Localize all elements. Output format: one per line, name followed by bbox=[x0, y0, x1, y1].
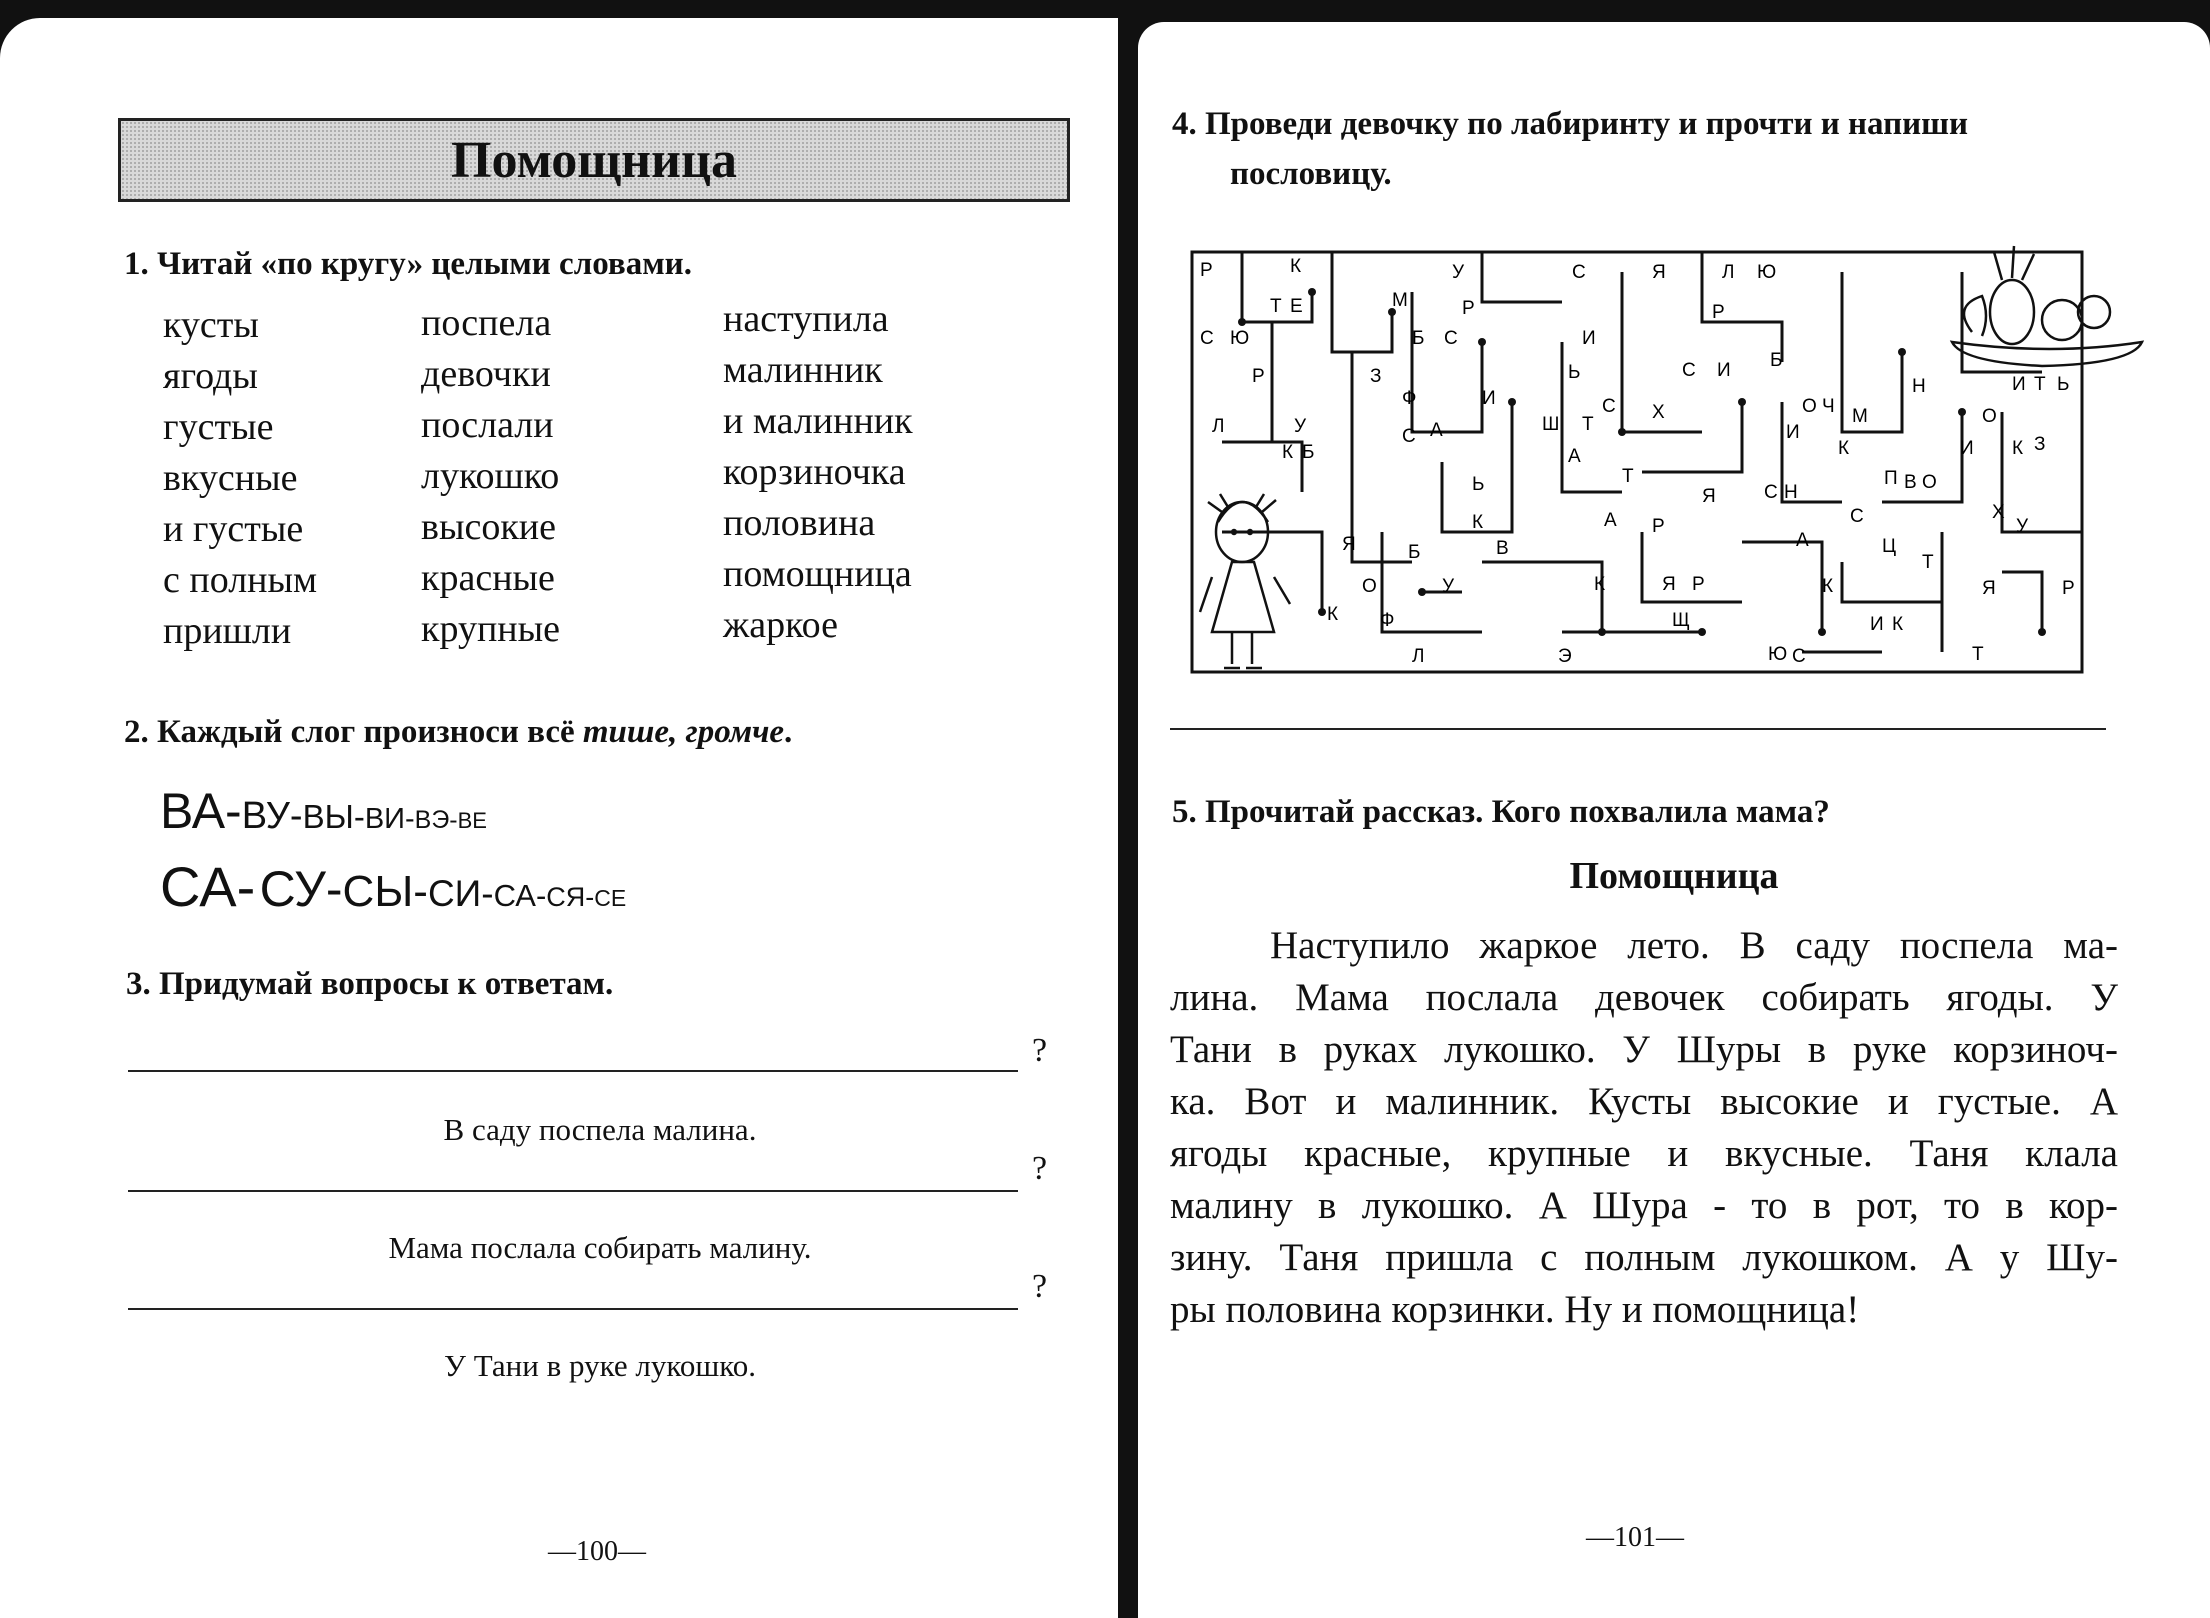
maze-letter: З bbox=[2034, 434, 2046, 455]
answer-line-1[interactable] bbox=[128, 1070, 1018, 1072]
story-line: малину в лукошко. А Шура - то в рот, то в кор- bbox=[1170, 1184, 2118, 1227]
maze-letter: О bbox=[1802, 396, 1817, 417]
maze-letter: Н bbox=[1784, 482, 1798, 503]
maze-letter: К bbox=[1472, 512, 1484, 533]
maze-letter: З bbox=[1370, 366, 1382, 387]
word: крупные bbox=[421, 608, 561, 650]
maze-letter: У bbox=[1452, 262, 1465, 283]
maze-letter: Р bbox=[1692, 574, 1705, 595]
maze-letter: Т bbox=[1922, 552, 1934, 573]
maze-letter: Р bbox=[1462, 298, 1475, 319]
maze-letter: И bbox=[2012, 374, 2026, 395]
maze-letter: Е bbox=[1290, 296, 1303, 317]
story-title: Помощница bbox=[1569, 855, 1779, 897]
story-text bbox=[1170, 920, 2118, 1336]
word: лукошко bbox=[421, 455, 560, 497]
maze-letter: Ф bbox=[1380, 610, 1395, 631]
maze-letter: С bbox=[1602, 396, 1616, 417]
word: наступила bbox=[723, 298, 889, 340]
story-line: лина. Мама послала девочек собирать ягоды. У bbox=[1170, 976, 2118, 1019]
maze-letter: С bbox=[1764, 482, 1778, 503]
maze-letter: К bbox=[1282, 442, 1294, 463]
maze-letter: О bbox=[1982, 406, 1997, 427]
word: поспела bbox=[421, 302, 552, 344]
maze-letter: Ц bbox=[1882, 536, 1897, 557]
maze-letter: М bbox=[1392, 290, 1408, 311]
task5-heading: 5. Прочитай рассказ. Кого похвалила мама? bbox=[1172, 794, 1830, 830]
word: вкусные bbox=[163, 457, 298, 499]
maze-letter: И bbox=[1960, 438, 1974, 459]
maze-letter: Т bbox=[2034, 374, 2046, 395]
word: густые bbox=[163, 406, 274, 448]
word: высокие bbox=[421, 506, 557, 548]
maze-letter: И bbox=[1786, 422, 1800, 443]
maze-letter: Щ bbox=[1672, 610, 1690, 631]
maze-letter: К bbox=[2012, 438, 2024, 459]
maze-letter: Л bbox=[1412, 646, 1425, 667]
page-number: —101— bbox=[1586, 1522, 1684, 1553]
word: послали bbox=[421, 404, 554, 446]
maze-letter: С bbox=[1850, 506, 1864, 527]
maze-letter: Б bbox=[1412, 328, 1425, 349]
answer-text-3: У Тани в руке лукошко. bbox=[444, 1348, 756, 1383]
maze-letter: И bbox=[1482, 388, 1496, 409]
answer-text-1: В саду поспела малина. bbox=[443, 1112, 757, 1147]
maze-letter: Ь bbox=[1472, 474, 1485, 495]
maze-letter: В bbox=[1496, 538, 1509, 559]
story-line: ры половина корзинки. Ну и помощница! bbox=[1170, 1288, 1860, 1331]
task2-heading: 2. Каждый слог произноси всё тише, громче. bbox=[124, 714, 793, 750]
word: красные bbox=[421, 557, 555, 599]
task3-heading: 3. Придумай вопросы к ответам. bbox=[126, 966, 614, 1002]
maze-letter: У bbox=[1294, 416, 1307, 437]
question-mark: ? bbox=[1032, 1268, 1048, 1305]
writing-line[interactable] bbox=[1170, 728, 2106, 730]
maze-letter: А bbox=[1430, 420, 1443, 441]
answer-line-2[interactable] bbox=[128, 1190, 1018, 1192]
maze-letter: С bbox=[1402, 426, 1416, 447]
page-number: —100— bbox=[548, 1536, 646, 1567]
maze-letter: К bbox=[1838, 438, 1850, 459]
maze-letter: О bbox=[1362, 576, 1377, 597]
maze-letter: Э bbox=[1558, 646, 1572, 667]
maze-letter: К bbox=[1290, 256, 1302, 277]
maze-letter: Ш bbox=[1542, 414, 1560, 435]
answer-text-2: Мама послала собирать малину. bbox=[388, 1230, 812, 1265]
maze-letter: К bbox=[1822, 576, 1834, 597]
story-line: ягоды красные, крупные и вкусные. Таня клала bbox=[1170, 1132, 2118, 1175]
maze-letter: Я bbox=[1702, 486, 1716, 507]
story-line: ка. Вот и малинник. Кусты высокие и густые. А bbox=[1170, 1080, 2118, 1123]
maze-letter: Б bbox=[1302, 442, 1315, 463]
word: половина bbox=[723, 502, 876, 544]
word: кусты bbox=[163, 304, 259, 346]
syllable-row-1: ВА-ВУ-ВЫ-ВИ-ВЭ-ВЕ bbox=[160, 783, 487, 839]
maze-letter: К bbox=[1327, 604, 1339, 625]
task4-heading-line1: 4. Проведи девочку по лабиринту и прочти и напиши bbox=[1172, 106, 1968, 142]
word-column-3 bbox=[723, 294, 913, 651]
maze-letter: А bbox=[1604, 510, 1617, 531]
maze-letter: Ф bbox=[1402, 388, 1417, 409]
maze-letter: Т bbox=[1622, 466, 1634, 487]
maze-letter: Р bbox=[1652, 516, 1665, 537]
word: пришли bbox=[163, 610, 292, 652]
labyrinth[interactable] bbox=[1182, 232, 2202, 692]
word: и густые bbox=[163, 508, 304, 550]
maze-letter: Я bbox=[1662, 574, 1676, 595]
maze-letter: Х bbox=[1992, 502, 2005, 523]
maze-letter: А bbox=[1796, 530, 1809, 551]
maze-letter: Н bbox=[1912, 376, 1926, 397]
maze-letter: И bbox=[1870, 614, 1884, 635]
maze-letter: Ч bbox=[1822, 396, 1835, 417]
maze-letter: И bbox=[1717, 360, 1731, 381]
word-column-1 bbox=[163, 300, 317, 657]
maze-letter: К bbox=[1594, 574, 1606, 595]
maze-letter: Б bbox=[1408, 542, 1421, 563]
maze-letter: В bbox=[1904, 472, 1917, 493]
word: девочки bbox=[421, 353, 551, 395]
story-line: Наступило жаркое лето. В саду поспела ма- bbox=[1270, 924, 2118, 967]
maze-border bbox=[1192, 252, 2082, 672]
maze-letter: У bbox=[2016, 516, 2029, 537]
maze-letter: Я bbox=[1342, 534, 1356, 555]
maze-letter: Ь bbox=[1568, 362, 1581, 383]
word: корзиночка bbox=[723, 451, 906, 493]
maze-letter: С bbox=[1792, 646, 1806, 667]
left-page bbox=[0, 18, 1118, 1618]
maze-letter: О bbox=[1922, 472, 1937, 493]
maze-letter: Ь bbox=[2057, 374, 2070, 395]
maze-letter: Ю bbox=[1757, 262, 1777, 283]
word: малинник bbox=[723, 349, 883, 391]
word: и малинник bbox=[723, 400, 913, 442]
maze-letter: Р bbox=[1252, 366, 1265, 387]
maze-letter: Т bbox=[1582, 414, 1594, 435]
maze-letter: Я bbox=[1652, 262, 1666, 283]
maze-letter: И bbox=[1582, 328, 1596, 349]
story-line: Тани в руках лукошко. У Шуры в руке корзиноч- bbox=[1170, 1028, 2118, 1071]
maze-letter: Ю bbox=[1230, 328, 1250, 349]
task4-heading-line2: пословицу. bbox=[1230, 156, 1392, 192]
maze-letter: Л bbox=[1212, 416, 1225, 437]
word-column-2 bbox=[421, 298, 560, 655]
maze-letter: А bbox=[1568, 446, 1581, 467]
maze-letter: К bbox=[1892, 614, 1904, 635]
maze-letter: Я bbox=[1982, 578, 1996, 599]
right-page bbox=[1138, 22, 2210, 1618]
maze-letter: Р bbox=[1200, 260, 1213, 281]
girl-illustration bbox=[1200, 494, 1290, 668]
maze-letter: У bbox=[1442, 576, 1455, 597]
maze-letter: Х bbox=[1652, 402, 1665, 423]
maze-letter: П bbox=[1884, 468, 1898, 489]
maze-letter: Ю bbox=[1768, 644, 1788, 665]
maze-letter: Р bbox=[2062, 578, 2075, 599]
maze-letter: Л bbox=[1722, 262, 1735, 283]
maze-letter: Р bbox=[1712, 302, 1725, 323]
maze-letter: Т bbox=[1270, 296, 1282, 317]
word: с полным bbox=[163, 559, 318, 601]
word: жаркое bbox=[723, 604, 838, 646]
question-mark: ? bbox=[1032, 1032, 1048, 1069]
maze-letter: С bbox=[1572, 262, 1586, 283]
fruit-bowl-illustration bbox=[1952, 246, 2142, 366]
task1-heading: 1. Читай «по кругу» целыми словами. bbox=[124, 246, 692, 282]
syllable-row-2: СА- СУ-СЫ-СИ-СА-СЯ-СЕ bbox=[160, 855, 627, 918]
maze-letter: С bbox=[1444, 328, 1458, 349]
page-title: Помощница bbox=[118, 118, 1070, 202]
story-line: зину. Таня пришла с полным лукошком. А у Шу- bbox=[1170, 1236, 2118, 1279]
maze-letter: Б bbox=[1770, 350, 1783, 371]
word: помощница bbox=[723, 553, 912, 595]
answer-line-3[interactable] bbox=[128, 1308, 1018, 1310]
maze-letter: С bbox=[1200, 328, 1214, 349]
maze-letter: М bbox=[1852, 406, 1868, 427]
question-mark: ? bbox=[1032, 1150, 1048, 1187]
maze-letter: С bbox=[1682, 360, 1696, 381]
maze-letter: Т bbox=[1972, 644, 1984, 665]
maze-walls bbox=[1192, 252, 2082, 672]
word: ягоды bbox=[163, 355, 258, 397]
